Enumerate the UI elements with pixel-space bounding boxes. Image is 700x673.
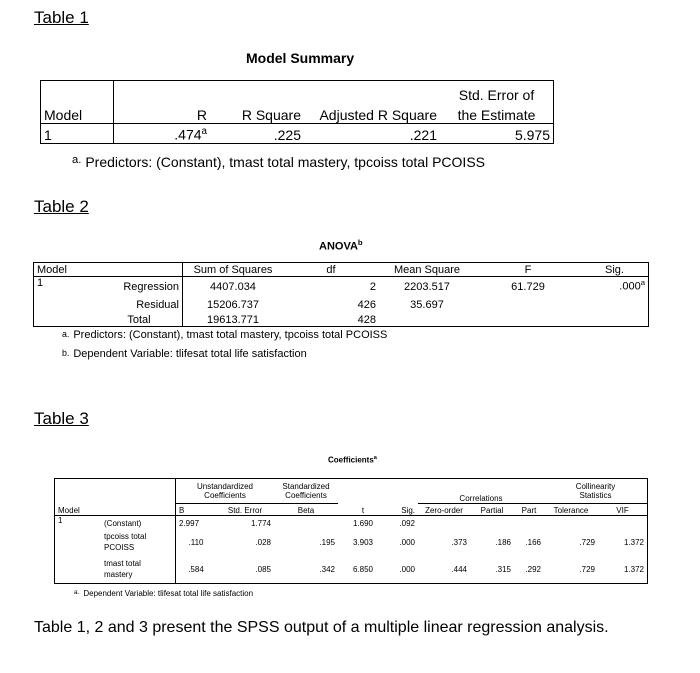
unstd-header: Unstandardized Coefficients — [176, 479, 275, 504]
table2-heading: Table 2 — [34, 197, 89, 216]
anova-row-label: Regression — [123, 280, 179, 293]
anova-row-label: Total — [127, 314, 151, 326]
partial-header: Partial — [470, 504, 514, 516]
partial-value — [470, 516, 514, 529]
coefficients-table — [54, 478, 648, 584]
t-value: 3.903 — [352, 537, 374, 547]
std-header: Standardized Coefficients — [274, 479, 338, 504]
anova-row — [34, 311, 649, 327]
anova-row-label: Residual — [136, 298, 179, 311]
sig-header: Sig. — [581, 263, 649, 277]
table3-note: $^{a.}$ Dependent Variable: tlifesat total life satisfaction — [74, 589, 254, 598]
beta-value: .342 — [319, 564, 335, 574]
table-row — [55, 556, 648, 584]
r-square-header: R Square — [241, 106, 301, 123]
std-error-header-line2: the Estimate — [457, 106, 536, 123]
std-error-header: Std. Error — [216, 504, 274, 516]
anova-model-number: 1 — [37, 277, 44, 289]
predictor-label: (Constant) — [104, 519, 142, 529]
sig-header: Sig. — [388, 504, 418, 516]
part-header: Part — [514, 504, 544, 516]
vif-header: VIF — [598, 504, 648, 516]
ss-value: 15206.737 — [183, 293, 284, 311]
r-value: .474$^a$ — [114, 123, 211, 143]
df-header: df — [283, 263, 379, 277]
anova-row — [34, 293, 649, 311]
ms-value: 35.697 — [410, 298, 444, 311]
ss-value: 4407.034 — [183, 277, 284, 293]
table-row — [55, 516, 648, 529]
correlations-header: Correlations — [418, 479, 544, 504]
model-summary-table — [40, 80, 554, 144]
anova-table — [33, 262, 649, 327]
predictor-label: tmast total mastery — [104, 559, 141, 580]
tolerance-value — [544, 516, 598, 529]
coef-model-header: Model — [55, 504, 176, 516]
partial-value: .315 — [495, 564, 511, 574]
ss-value: 19613.771 — [183, 311, 284, 327]
table1-heading: Table 1 — [34, 8, 89, 27]
coef-model-number: 1 — [58, 516, 63, 526]
tolerance-value: .729 — [579, 564, 595, 574]
t-value: 6.850 — [352, 564, 374, 574]
sig-value: .000$^a$ — [619, 277, 645, 293]
adj-r-square-value: .221 — [304, 123, 440, 143]
ms-value: 2203.517 — [404, 280, 450, 293]
caption: Table 1, 2 and 3 present the SPSS output of a multiple linear regression analysis. — [34, 619, 609, 636]
df-value: 426 — [357, 298, 376, 311]
b-value: 2.997 — [176, 516, 217, 529]
model-header: Model — [44, 106, 83, 123]
vif-value: 1.372 — [623, 564, 644, 574]
f-value: 61.729 — [511, 280, 545, 293]
model-number: 1 — [41, 123, 114, 143]
adj-r-square-header: Adjusted R Square — [319, 106, 437, 123]
std-error-value: 5.975 — [440, 123, 554, 143]
sig-value: .000 — [399, 537, 415, 547]
f-header: F — [475, 263, 581, 277]
t-value: 1.690 — [352, 519, 374, 529]
beta-header: Beta — [274, 504, 338, 516]
b-value: .110 — [176, 528, 217, 556]
b-value: .584 — [176, 556, 217, 584]
sig-value: .000 — [399, 564, 415, 574]
collinearity-header: Collinearity Statistics — [544, 479, 648, 504]
table3-title: Coefficients$^a$ — [328, 455, 377, 465]
df-value: 2 — [369, 280, 376, 293]
table2-note-a: $^{a.}$ Predictors: (Constant), tmast total mastery, tpcoiss total PCOISS — [62, 329, 388, 341]
beta-value: .195 — [319, 537, 335, 547]
zero-order-value — [418, 516, 470, 529]
zero-order-value: .444 — [451, 564, 467, 574]
part-value: .292 — [525, 564, 541, 574]
table2-title: ANOVA$^b$ — [319, 238, 363, 253]
ss-header: Sum of Squares — [183, 263, 284, 277]
vif-value: 1.372 — [623, 537, 644, 547]
tolerance-value: .729 — [579, 537, 595, 547]
part-value — [514, 516, 544, 529]
table-row — [55, 528, 648, 556]
r-header: R — [114, 81, 211, 124]
predictor-label: tpcoiss total PCOISS — [104, 532, 147, 553]
std-error-header-line1: Std. Error of — [458, 86, 535, 103]
part-value: .166 — [525, 537, 541, 547]
zero-order-value: .373 — [451, 537, 467, 547]
table2-note-b: $^{b.}$ Dependent Variable: tlifesat total life satisfaction — [62, 348, 307, 360]
table1-title: Model Summary — [246, 50, 355, 66]
anova-model-header: Model — [34, 263, 183, 277]
ms-header: Mean Square — [379, 263, 475, 277]
anova-row — [34, 277, 649, 293]
se-value: 1.774 — [250, 519, 271, 529]
zero-order-header: Zero-order — [418, 504, 470, 516]
partial-value: .186 — [495, 537, 511, 547]
se-value: .028 — [255, 537, 271, 547]
tolerance-header: Tolerance — [544, 504, 598, 516]
model-summary-row — [41, 123, 554, 143]
se-value: .085 — [255, 564, 271, 574]
r-square-value: .225 — [210, 123, 304, 143]
table3-heading: Table 3 — [34, 409, 89, 428]
beta-value — [274, 516, 338, 529]
df-value: 428 — [357, 314, 376, 326]
b-header: B — [176, 504, 217, 516]
table1-note: $^{a.}$ Predictors: (Constant), tmast total mastery, tpcoiss total PCOISS — [72, 154, 485, 170]
sig-value: .092 — [399, 519, 415, 529]
t-header: t — [338, 504, 388, 516]
vif-value — [598, 516, 648, 529]
